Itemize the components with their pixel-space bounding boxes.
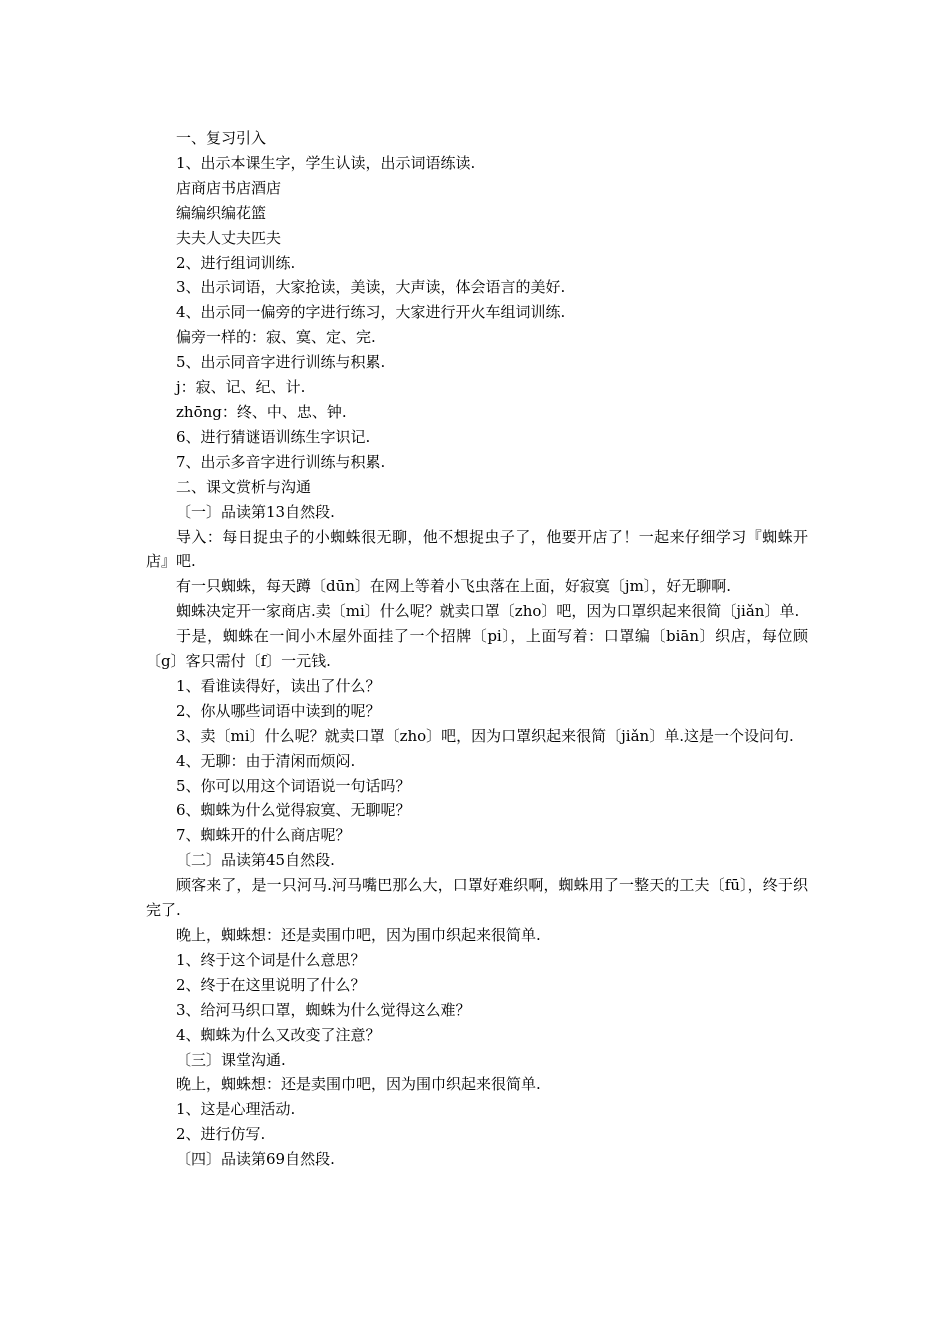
paragraph: 顾客来了，是一只河马.河马嘴巴那么大，口罩好难织啊，蜘蛛用了一整天的工夫〔fū〕，终于织完了. [146, 876, 808, 920]
paragraph: 晚上，蜘蛛想：还是卖围巾吧，因为围巾织起来很简单. [176, 926, 541, 944]
paragraph: 2、终于在这里说明了什么？ [176, 975, 366, 994]
document-body [146, 126, 808, 1172]
subsection-heading: 〔四〕品读第69自然段. [176, 1150, 335, 1169]
paragraph: zhōng：终、中、忠、钟. [176, 402, 347, 421]
paragraph: 偏旁一样的：寂、寞、定、完. [176, 328, 376, 347]
paragraph: 有一只蜘蛛，每天蹲〔dūn〕在网上等着小飞虫落在上面，好寂寞〔jm〕，好无聊啊. [176, 577, 732, 596]
paragraph: 导入：每日捉虫子的小蜘蛛很无聊，他不想捉虫子了，他要开店了！一起来仔细学习『蜘蛛开店』吧. [146, 527, 808, 571]
paragraph: 7、出示多音字进行训练与积累. [176, 452, 386, 471]
paragraph: 店商店书店酒店 [176, 178, 282, 197]
subsection-heading: 〔二〕品读第45自然段. [176, 851, 335, 870]
paragraph: 5、出示同音字进行训练与积累. [176, 353, 386, 372]
paragraph: 4、无聊：由于清闲而烦闷. [176, 751, 356, 770]
paragraph: 编编织编花篮 [176, 203, 267, 222]
paragraph: 2、进行仿写. [176, 1125, 266, 1144]
paragraph: 3、卖〔mi〕什么呢？就卖口罩〔zho〕吧，因为口罩织起来很简〔jiǎn〕单.这是一个设问句. [176, 726, 794, 745]
subsection-heading: 〔一〕品读第13自然段. [176, 502, 335, 521]
paragraph: 1、这是心理活动. [176, 1100, 296, 1119]
paragraph: 晚上，蜘蛛想：还是卖围巾吧，因为围巾织起来很简单. [176, 1075, 541, 1094]
paragraph: 7、蜘蛛开的什么商店呢？ [176, 826, 351, 845]
paragraph: 于是，蜘蛛在一间小木屋外面挂了一个招牌〔pi〕，上面写着：口罩编〔biān〕织店，每位顾〔g〕客只需付〔f〕一元钱. [146, 627, 808, 671]
paragraph: 2、进行组词训练. [176, 253, 296, 272]
paragraph: 5、你可以用这个词语说一句话吗？ [176, 776, 411, 795]
paragraph: 4、蜘蛛为什么又改变了注意？ [176, 1025, 381, 1044]
section-heading: 二、课文赏析与沟通 [176, 477, 312, 496]
paragraph: 一、复习引入 [176, 129, 267, 147]
paragraph: 6、蜘蛛为什么觉得寂寞、无聊呢？ [176, 801, 411, 820]
paragraph: 1、出示本课生字，学生认读，出示词语练读. [176, 153, 476, 172]
paragraph: 3、出示词语，大家抢读，美读，大声读，体会语言的美好. [176, 278, 566, 297]
paragraph: 2、你从哪些词语中读到的呢？ [176, 701, 381, 720]
paragraph: 4、出示同一偏旁的字进行练习，大家进行开火车组词训练. [176, 303, 566, 322]
paragraph: 3、给河马织口罩，蜘蛛为什么觉得这么难？ [176, 1000, 471, 1019]
paragraph: 6、进行猜谜语训练生字识记. [176, 427, 371, 446]
paragraph: 蜘蛛决定开一家商店.卖〔mi〕什么呢？就卖口罩〔zho〕吧，因为口罩织起来很简〔jiǎn〕单. [176, 602, 800, 621]
paragraph: j：寂、记、纪、计. [176, 378, 306, 397]
subsection-heading: 〔三〕课堂沟通. [176, 1050, 286, 1069]
paragraph: 1、终于这个词是什么意思？ [176, 950, 366, 969]
paragraph: 1、看谁读得好，读出了什么？ [176, 676, 381, 695]
paragraph: 夫夫人丈夫匹夫 [176, 228, 282, 247]
